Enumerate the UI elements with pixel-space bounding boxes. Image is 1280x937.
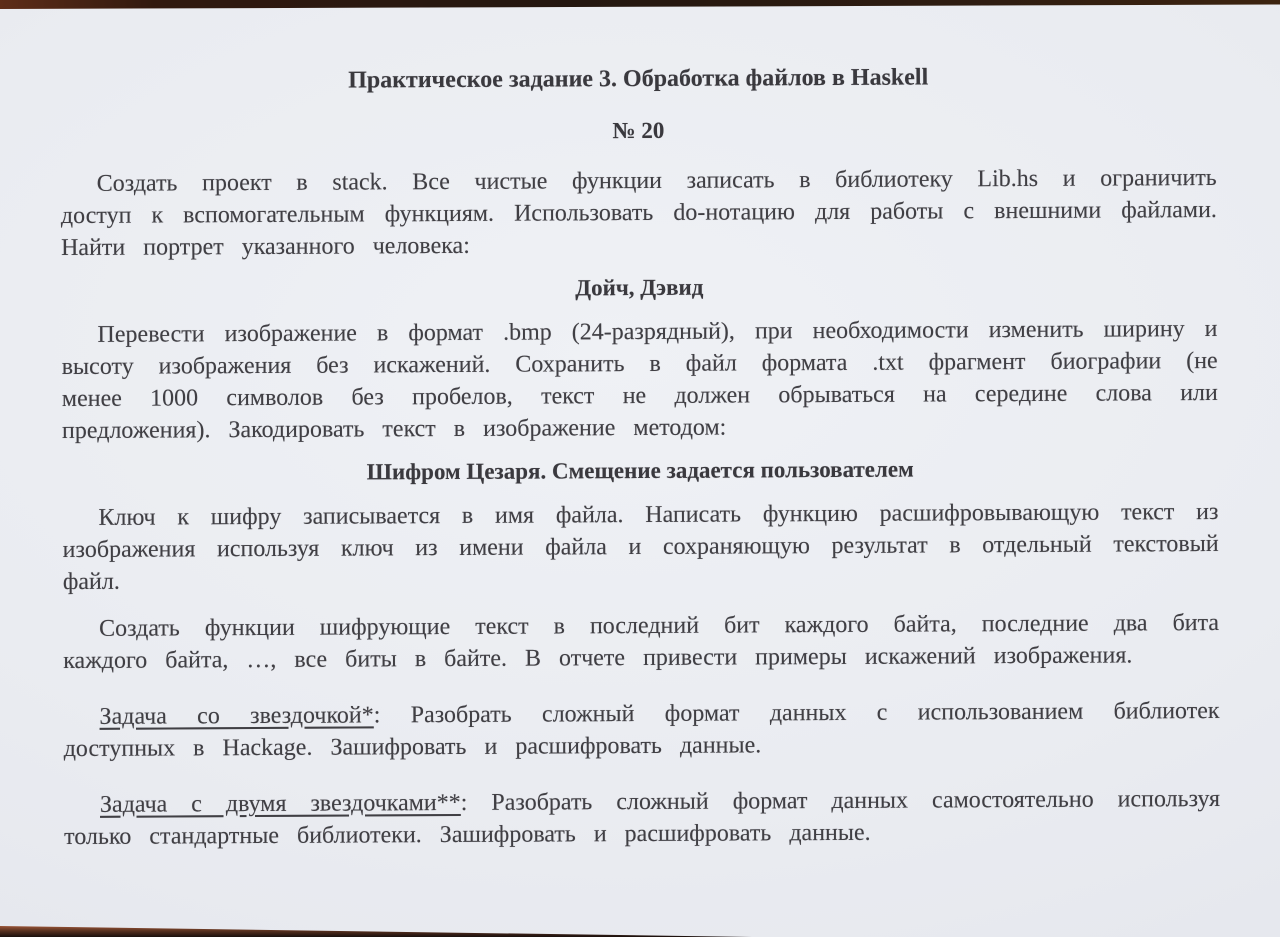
task-star-text: : Разобрать сложный формат данных с использованием библиотек доступных в Hackage. Зашифровать и расшифровать данные.: [63, 697, 1220, 763]
paragraph-bit-encoding: Создать функции шифрующие текст в последний бит каждого байта, последние два бита каждого байта, …, все биты в байте. В отчете привести примеры искажений изображения.: [63, 609, 1220, 675]
paragraph-cipher-key: Ключ к шифру записывается в имя файла. Написать функцию расшифровывающую текст из изображения используя ключ из имени файла и сохраняющую результат в отдельный текстовый файл.: [62, 498, 1219, 596]
paragraph-image-requirements: Перевести изображение в формат .bmp (24-разрядный), при необходимости изменить ширину и высоту изображения без искажений. Сохранить в файл формата .txt фрагмент биографии (не менее 1000 символов без пробелов, текст не должен обрываться на середине слова или предложения). Закодировать текст в изображение методом:: [61, 315, 1218, 445]
document-title: Практическое задание 3. Обработка файлов в Haskell: [348, 64, 929, 94]
paragraph-intro: Создать проект в stack. Все чистые функции записать в библиотеку Lib.hs и ограничить доступ к вспомогательным функциям. Использовать do-нотацию для работы с внешними файлами. Найти портрет указанного человека:: [60, 164, 1217, 262]
person-name-heading: Дойч, Дэвид: [575, 274, 704, 301]
assignment-document: [60, 0, 1220, 853]
variant-number: № 20: [612, 117, 665, 144]
paragraph-task-star: [63, 695, 1219, 765]
paragraph-task-two-stars: [64, 783, 1220, 853]
task-two-stars-label: Задача с двумя звездочками**: [99, 789, 461, 818]
task-star-label: Задача со звездочкой*: [99, 702, 374, 730]
task-two-stars-text: : Разобрать сложный формат данных самостоятельно используя только стандартные библиотеки. Зашифровать и расшифровать данные.: [64, 785, 1221, 851]
cipher-method-heading: Шифром Цезаря. Смещение задается пользователем: [366, 456, 914, 485]
photo-edge-bottom-left: [0, 926, 752, 937]
